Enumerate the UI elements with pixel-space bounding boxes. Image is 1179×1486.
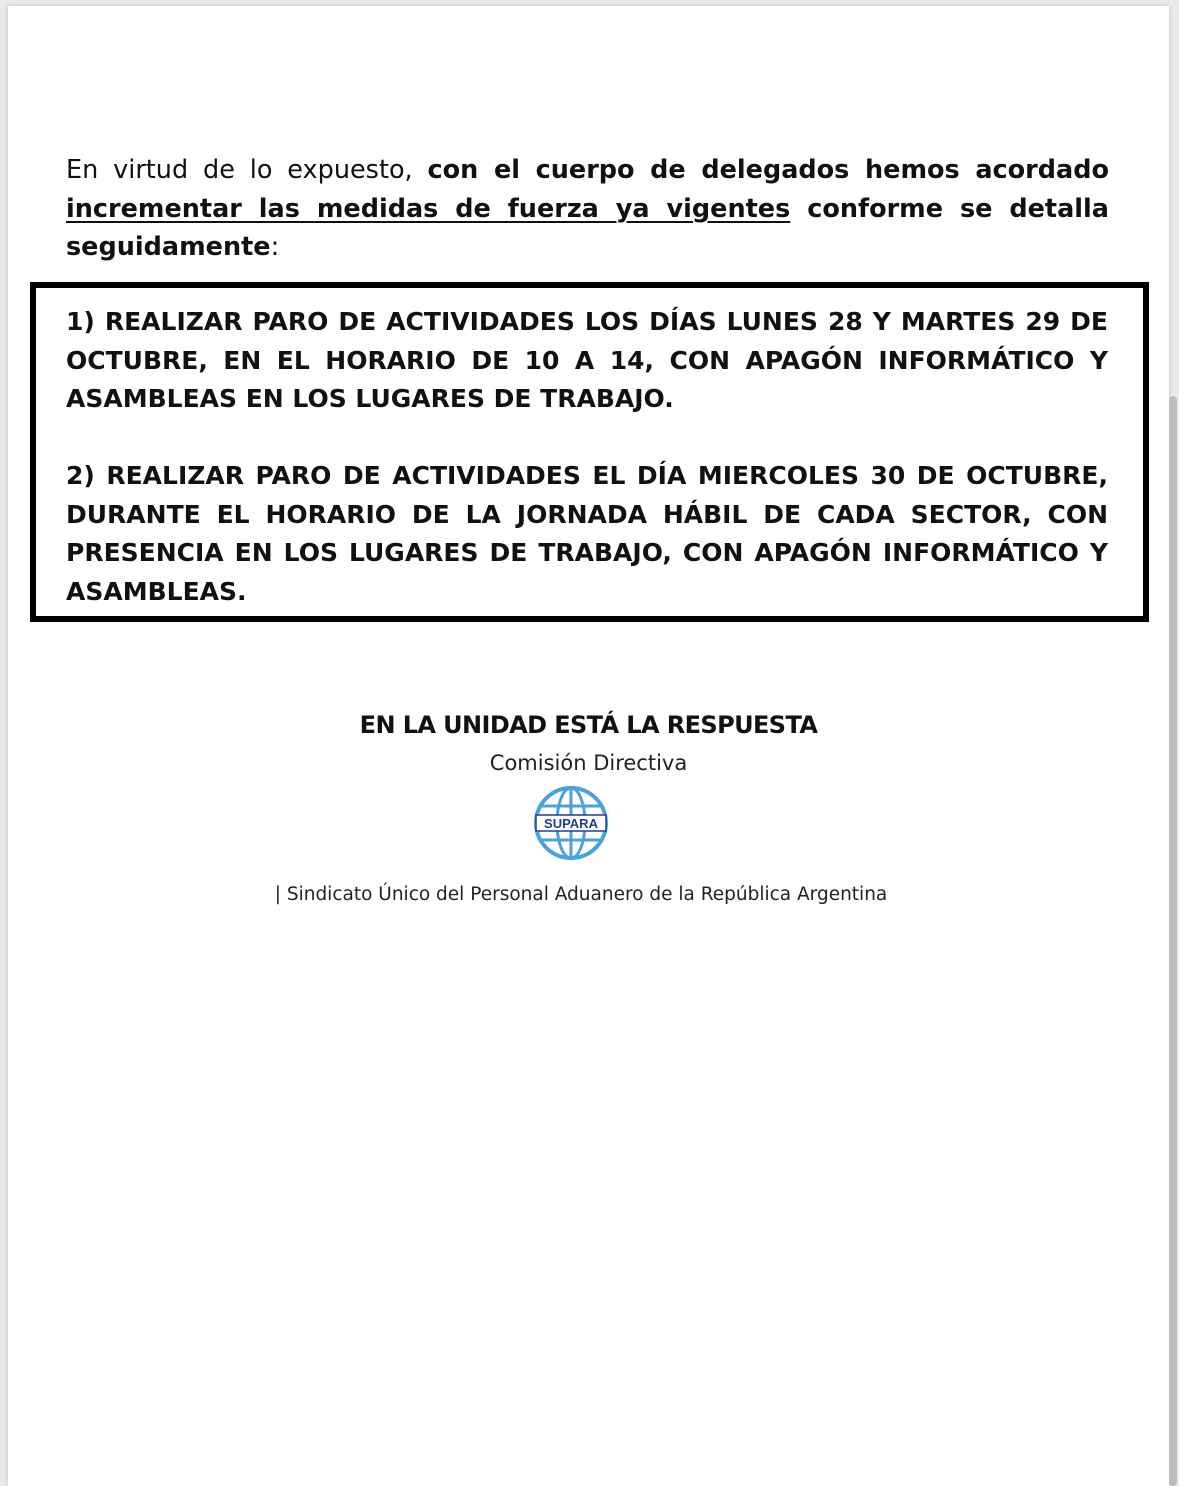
intro-bold-text: con el cuerpo de delegados hemos acordado (427, 155, 1109, 185)
intro-paragraph (66, 151, 1109, 267)
logo-text: SUPARA (544, 816, 598, 831)
intro-underlined-text: incrementar las medidas de fuerza ya vigentes (66, 193, 791, 224)
scrollbar[interactable] (1169, 396, 1177, 1486)
intro-plain-text: En virtud de lo expuesto, (66, 155, 428, 185)
supara-logo-icon (530, 784, 612, 862)
measures-box (30, 282, 1149, 622)
measure-item-1: 1) REALIZAR PARO DE ACTIVIDADES LOS DÍAS LUNES 28 Y MARTES 29 DE OCTUBRE, EN EL HORARIO DE 10 A 14, CON APAGÓN INFORMÁTICO Y ASAMBLEAS EN LOS LUGARES DE TRABAJO. (66, 307, 1108, 413)
intro-bold-text-2: conforme se detalla seguidamente (66, 193, 1109, 262)
signer-name: Comisión Directiva (489, 751, 688, 775)
intro-colon: : (270, 232, 280, 262)
union-footer: | Sindicato Único del Personal Aduanero de la República Argentina (274, 884, 888, 905)
motto-heading: EN LA UNIDAD ESTÁ LA RESPUESTA (359, 711, 818, 739)
measure-item-2: 2) REALIZAR PARO DE ACTIVIDADES EL DÍA MIERCOLES 30 DE OCTUBRE, DURANTE EL HORARIO DE LA JORNADA HÁBIL DE CADA SECTOR, CON PRESENCIA EN LOS LUGARES DE TRABAJO, CON APAGÓN INFORMÁTICO Y ASAMBLEAS. (66, 461, 1108, 606)
document-page (8, 6, 1169, 1486)
